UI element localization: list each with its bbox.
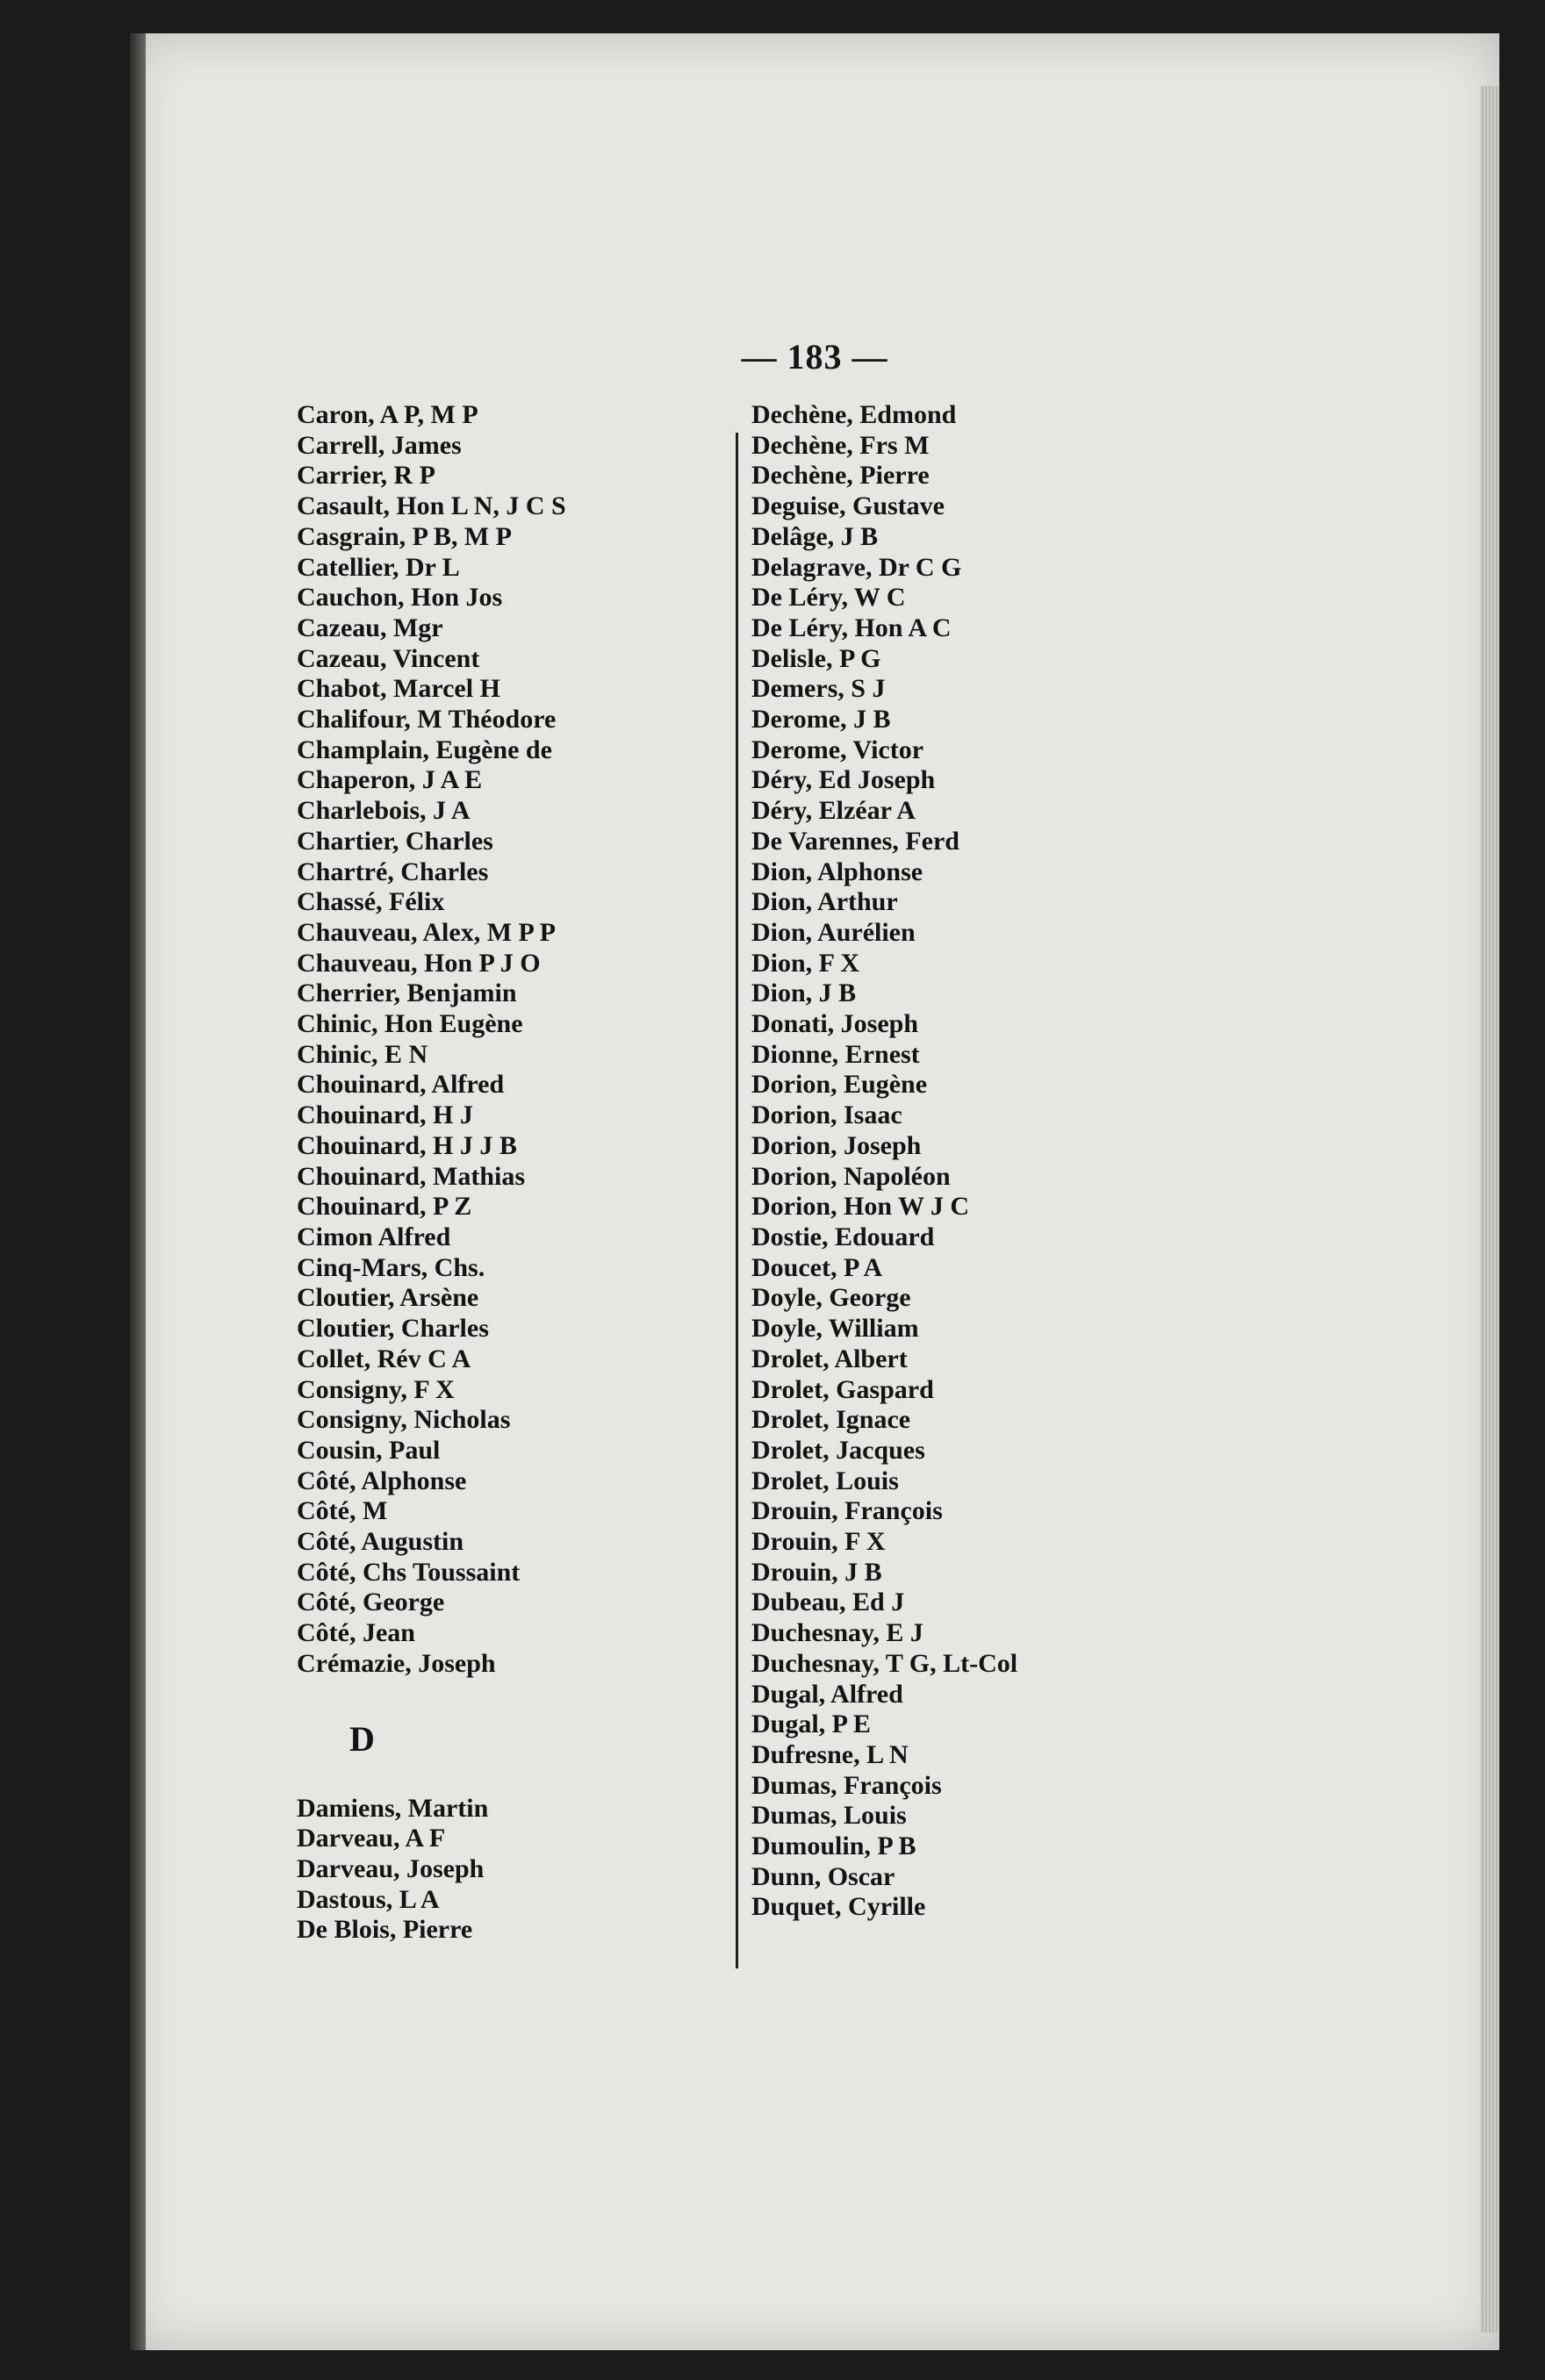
name-entry: Cazeau, Mgr bbox=[297, 613, 443, 642]
name-entry: Dechène, Edmond bbox=[751, 400, 957, 429]
name-entry: Damiens, Martin bbox=[297, 1793, 489, 1823]
name-entry: Chauveau, Alex, M P P bbox=[297, 917, 557, 947]
name-entry: Dorion, Napoléon bbox=[751, 1161, 951, 1191]
name-entry: Caron, A P, M P bbox=[297, 400, 478, 429]
name-entry: Déry, Ed Joseph bbox=[751, 765, 936, 795]
name-entry: Chalifour, M Théodore bbox=[297, 705, 557, 735]
name-entry: Dastous, L A bbox=[297, 1884, 440, 1914]
name-entry: Drolet, Jacques bbox=[751, 1435, 925, 1465]
name-entry: Côté, Alphonse bbox=[297, 1466, 467, 1495]
name-entry: De Léry, W C bbox=[751, 583, 906, 613]
name-entry: Chauveau, Hon P J O bbox=[297, 948, 541, 978]
name-entry: Chabot, Marcel H bbox=[297, 674, 500, 704]
name-entry: Casault, Hon L N, J C S bbox=[297, 491, 566, 521]
name-entry: Cazeau, Vincent bbox=[297, 643, 480, 673]
name-entry: Collet, Rév C A bbox=[297, 1344, 471, 1373]
name-entry: Chouinard, Mathias bbox=[297, 1161, 526, 1191]
name-entry: Dorion, Isaac bbox=[751, 1100, 902, 1130]
name-entry: Doucet, P A bbox=[751, 1252, 883, 1282]
name-entry: Chouinard, Alfred bbox=[297, 1070, 505, 1100]
name-entry: Catellier, Dr L bbox=[297, 552, 460, 582]
name-entry: Chouinard, P Z bbox=[297, 1192, 472, 1222]
name-entry: Cherrier, Benjamin bbox=[297, 979, 517, 1008]
name-entry: Deguise, Gustave bbox=[751, 491, 945, 521]
name-entry: Drolet, Louis bbox=[751, 1466, 899, 1495]
name-entry: Dion, Alphonse bbox=[751, 857, 923, 886]
name-entry: Dechène, Frs M bbox=[751, 430, 930, 460]
name-entry: Chassé, Félix bbox=[297, 887, 445, 917]
name-entry: Cloutier, Arsène bbox=[297, 1283, 479, 1313]
name-entry: Charlebois, J A bbox=[297, 796, 471, 826]
name-entry: Demers, S J bbox=[751, 674, 886, 704]
name-entry: Cloutier, Charles bbox=[297, 1314, 489, 1344]
name-entry: Cousin, Paul bbox=[297, 1435, 441, 1465]
name-entry: Cauchon, Hon Jos bbox=[297, 583, 503, 613]
name-entry: Dion, Aurélien bbox=[751, 917, 916, 947]
page-number: — 183 — bbox=[741, 337, 888, 376]
name-entry: Dion, F X bbox=[751, 948, 860, 978]
name-entry: Cinq-Mars, Chs. bbox=[297, 1252, 485, 1282]
name-entry: Chinic, Hon Eugène bbox=[297, 1009, 523, 1039]
name-entry: Carrell, James bbox=[297, 430, 462, 460]
name-entry: Drolet, Albert bbox=[751, 1344, 908, 1373]
name-entry: Drolet, Gaspard bbox=[751, 1374, 934, 1404]
page-binding bbox=[130, 33, 146, 2350]
name-entry: Carrier, R P bbox=[297, 461, 435, 491]
page-edge bbox=[1480, 86, 1499, 2333]
name-entry: Dumoulin, P B bbox=[751, 1832, 916, 1861]
name-entry: Côté, George bbox=[297, 1588, 445, 1617]
name-entry: De Varennes, Ferd bbox=[751, 826, 959, 856]
name-entry: Dunn, Oscar bbox=[751, 1861, 895, 1891]
name-entry: Côté, Augustin bbox=[297, 1527, 464, 1557]
name-entry: Donati, Joseph bbox=[751, 1009, 919, 1039]
name-entry: Chartier, Charles bbox=[297, 826, 493, 856]
name-entry: Dugal, P E bbox=[751, 1710, 871, 1739]
name-entry: Darveau, A F bbox=[297, 1824, 446, 1853]
name-entry: Dion, Arthur bbox=[751, 887, 898, 917]
name-entry: De Blois, Pierre bbox=[297, 1915, 473, 1945]
name-entry: Duchesnay, T G, Lt-Col bbox=[751, 1648, 1018, 1678]
name-entry: Consigny, F X bbox=[297, 1374, 455, 1404]
name-entry: Chouinard, H J bbox=[297, 1100, 473, 1130]
name-entry: Delâge, J B bbox=[751, 521, 879, 551]
name-entry: Dostie, Edouard bbox=[751, 1222, 935, 1251]
name-entry: Drolet, Ignace bbox=[751, 1405, 911, 1435]
name-entry: Dorion, Eugène bbox=[751, 1070, 928, 1100]
name-entry: Cimon Alfred bbox=[297, 1222, 451, 1251]
name-entry: Delisle, P G bbox=[751, 643, 881, 673]
name-entry: Darveau, Joseph bbox=[297, 1853, 485, 1883]
name-entry: De Léry, Hon A C bbox=[751, 613, 952, 642]
column-divider bbox=[736, 433, 738, 1968]
name-entry: Chinic, E N bbox=[297, 1039, 428, 1069]
name-entry: Côté, M bbox=[297, 1496, 388, 1526]
name-entry: Dechène, Pierre bbox=[751, 461, 930, 491]
name-entry: Derome, Victor bbox=[751, 735, 924, 764]
name-entry: Duchesnay, E J bbox=[751, 1618, 923, 1648]
name-entry: Dionne, Ernest bbox=[751, 1039, 920, 1069]
name-entry: Champlain, Eugène de bbox=[297, 735, 552, 764]
name-entry: Dumas, François bbox=[751, 1770, 942, 1800]
name-entry: Drouin, F X bbox=[751, 1527, 886, 1557]
name-entry: Dion, J B bbox=[751, 979, 857, 1008]
name-entry: Doyle, George bbox=[751, 1283, 911, 1313]
name-entry: Dubeau, Ed J bbox=[751, 1588, 905, 1617]
name-entry: Chartré, Charles bbox=[297, 857, 489, 886]
right-column-list bbox=[751, 400, 1366, 1923]
name-entry: Chouinard, H J J B bbox=[297, 1130, 517, 1160]
name-entry: Drouin, J B bbox=[751, 1557, 882, 1587]
name-entry: Derome, J B bbox=[751, 705, 891, 735]
name-entry: Dorion, Hon W J C bbox=[751, 1192, 970, 1222]
name-entry: Déry, Elzéar A bbox=[751, 796, 916, 826]
name-entry: Côté, Jean bbox=[297, 1618, 415, 1648]
name-entry: Dugal, Alfred bbox=[751, 1679, 903, 1709]
name-entry: Côté, Chs Toussaint bbox=[297, 1557, 521, 1587]
name-entry: Duquet, Cyrille bbox=[751, 1892, 926, 1922]
name-entry: Dorion, Joseph bbox=[751, 1130, 922, 1160]
name-entry: Drouin, François bbox=[751, 1496, 943, 1526]
name-entry: Dufresne, L N bbox=[751, 1739, 909, 1769]
name-entry: Doyle, William bbox=[751, 1314, 919, 1344]
name-entry: Delagrave, Dr C G bbox=[751, 552, 962, 582]
name-entry: Chaperon, J A E bbox=[297, 765, 483, 795]
name-entry: Crémazie, Joseph bbox=[297, 1648, 496, 1678]
name-entry: Dumas, Louis bbox=[751, 1801, 907, 1831]
section-letter-heading: D bbox=[349, 1718, 375, 1759]
name-entry: Casgrain, P B, M P bbox=[297, 521, 512, 551]
right-column bbox=[751, 400, 1366, 1923]
name-entry: Consigny, Nicholas bbox=[297, 1405, 511, 1435]
book-page bbox=[130, 33, 1499, 2350]
